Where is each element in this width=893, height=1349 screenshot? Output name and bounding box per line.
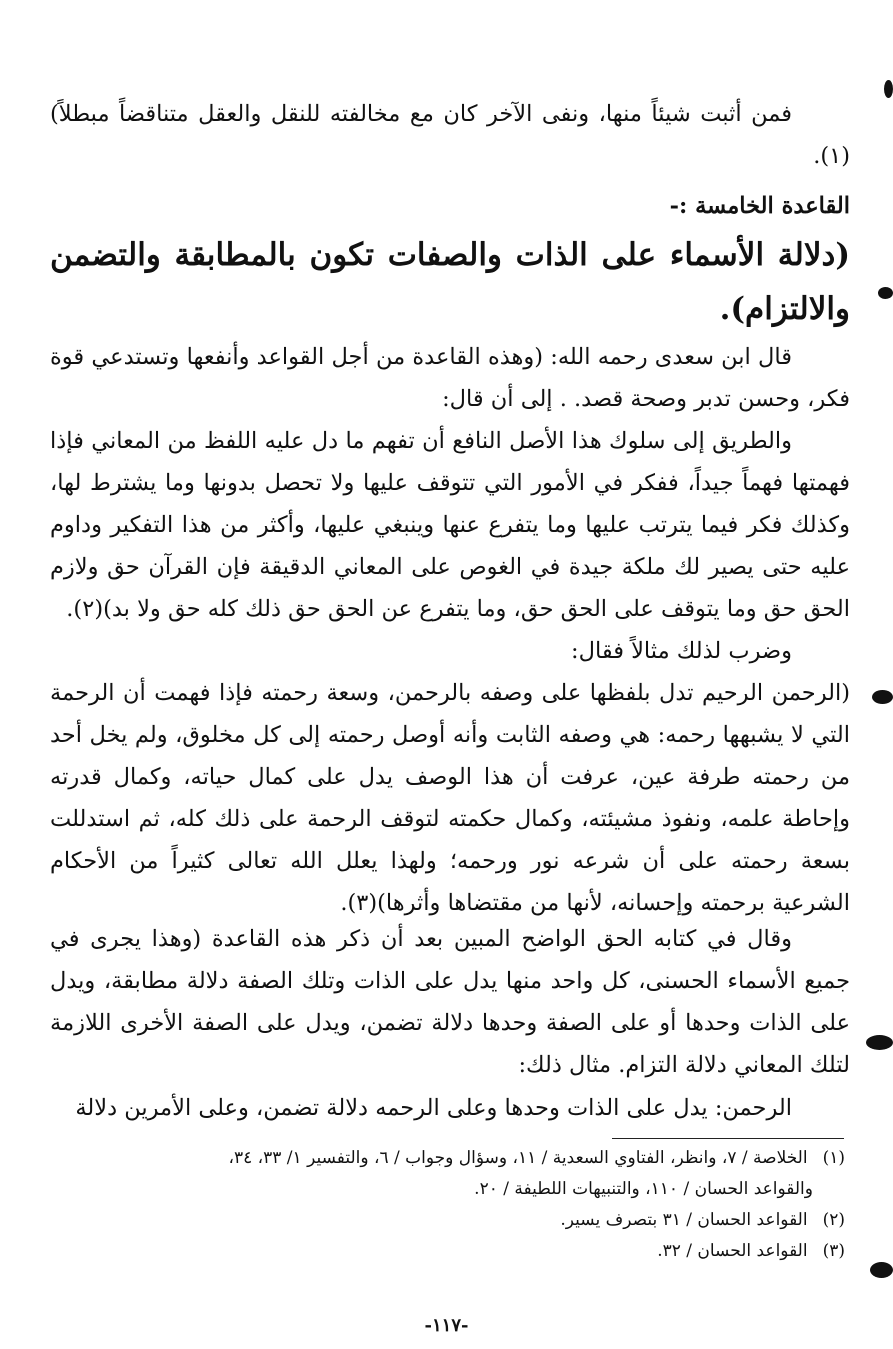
footnote-3 xyxy=(30,1236,845,1267)
footnote-text: القواعد الحسان / ٣٢. xyxy=(657,1241,808,1261)
paragraph-5: (الرحمن الرحيم تدل بلفظها على وصفه بالرحمن، وسعة رحمته فإذا فهمت أن الرحمة التي لا يشبهها رحمه: هي وصفه الثابت وأنه أوصل رحمته إلى كل مخلوق، ولم يخل أحد من رحمته طرفة عين، عرفت أن هذا الوصف يدل على كمال حياته، وكمال قدرته وإحاطة علمه، ونفوذ مشيئته، وكمال حكمته لتوقف الرحمة على ذلك كله، ثم استدللت بسعة رحمته على أن شرعه نور ورحمه؛ ولهذا يعلل الله تعالى كثيراً من الأحكام الشرعية برحمته وإحسانه، لأنها من مقتضاها وأثرها)(٣). xyxy=(50,680,850,916)
paragraph-ibn-saadi xyxy=(50,336,850,420)
paragraph-haqq-wadih xyxy=(50,918,850,1086)
paragraph-4: وضرب لذلك مثالاً فقال: xyxy=(571,638,792,664)
paragraph-conclusion xyxy=(50,93,850,177)
scan-mark xyxy=(866,1035,893,1050)
footnote-2 xyxy=(30,1205,845,1236)
scan-mark xyxy=(878,287,893,299)
paragraph-6: وقال في كتابه الحق الواضح المبين بعد أن ذكر هذه القاعدة (وهذا يجرى في جميع الأسماء الحسنى، كل واحد منها يدل على الذات وتلك الصفة دلالة مطابقة، ويدل على الذات وحدها أو على الصفة وحدها دلالة تضمن، ويدل على الصفة الأخرى اللازمة لتلك المعاني دلالة التزام. مثال ذلك: xyxy=(50,926,850,1078)
rule-title: (دلالة الأسماء على الذات والصفات تكون بالمطابقة والتضمن والالتزام). xyxy=(50,237,850,327)
paragraph-rahman xyxy=(50,1087,850,1129)
footnote-text: القواعد الحسان / ٣١ بتصرف يسير. xyxy=(560,1210,808,1230)
footnote-number: (٣) xyxy=(822,1241,845,1261)
footnote-1 xyxy=(30,1143,845,1174)
scan-mark xyxy=(884,80,893,98)
footnote-1-continued: والقواعد الحسان / ١١٠، والتنبيهات اللطيفة / ٢٠. xyxy=(474,1179,813,1199)
footnote-number: (٢) xyxy=(822,1210,845,1230)
scan-mark xyxy=(870,1262,893,1278)
paragraph-example xyxy=(50,672,850,924)
rule-title-block xyxy=(50,228,850,336)
paragraph-1: فمن أثبت شيئاً منها، ونفى الآخر كان مع مخالفته للنقل والعقل متناقضاً مبطلاً)(١). xyxy=(50,101,850,169)
page-number: -١١٧- xyxy=(424,1315,469,1336)
paragraph-7: الرحمن: يدل على الذات وحدها وعلى الرحمه دلالة تضمن، وعلى الأمرين دلالة xyxy=(75,1095,792,1121)
rule-heading-block xyxy=(50,185,850,227)
paragraph-3: والطريق إلى سلوك هذا الأصل النافع أن تفهم ما دل عليه اللفظ من المعاني فإذا فهمتها فهماً جيداً، ففكر في الأمور التي تتوقف عليها ولا تحصل بدونها وما يشترط لها، وكذلك فكر فيما يترتب عليها وما يتفرع عنها وينبغي عليها، وأكثر من هذا التفكير وداوم عليه حتى يصير لك ملكة جيدة في الغوص على المعاني الدقيقة فإن القرآن حق ولازم الحق حق وما يتوقف على الحق حق، وما يتفرع عن الحق حق ذلك كله حق ولا بد)(٢). xyxy=(50,428,850,622)
rule-heading: القاعدة الخامسة :- xyxy=(669,193,850,219)
footnote-number: (١) xyxy=(822,1148,845,1168)
footnote-text: الخلاصة / ٧، وانظر، الفتاوي السعدية / ١١، وسؤال وجواب / ٦، والتفسير ١/ ٣٣، ٣٤، xyxy=(228,1148,808,1168)
footnote-separator xyxy=(612,1138,844,1139)
scan-mark xyxy=(872,690,893,704)
paragraph-method xyxy=(50,420,850,630)
footnotes xyxy=(30,1143,845,1267)
paragraph-example-intro xyxy=(50,630,850,672)
paragraph-2: قال ابن سعدى رحمه الله: (وهذه القاعدة من أجل القواعد وأنفعها وتستدعي قوة فكر، وحسن تدبر وصحة قصد. . إلى أن قال: xyxy=(50,344,850,412)
